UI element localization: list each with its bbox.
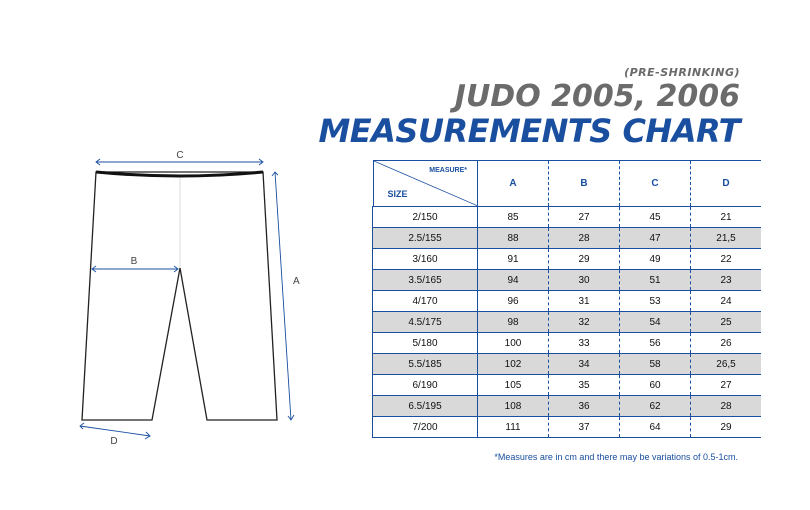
cell-c: 54 <box>620 312 691 333</box>
c-label: C <box>176 150 184 161</box>
cell-a: 105 <box>478 375 549 396</box>
cell-d: 24 <box>691 291 762 312</box>
size-cell: 2/150 <box>373 207 478 228</box>
cell-c: 45 <box>620 207 691 228</box>
cell-c: 56 <box>620 333 691 354</box>
cell-b: 30 <box>549 270 620 291</box>
table-row <box>373 312 762 333</box>
header-corner-cell <box>373 161 478 207</box>
cell-a: 96 <box>478 291 549 312</box>
title-line-2: MEASUREMENTS CHART <box>318 112 740 150</box>
cell-b: 31 <box>549 291 620 312</box>
cell-d: 21 <box>691 207 762 228</box>
cell-a: 98 <box>478 312 549 333</box>
cell-c: 53 <box>620 291 691 312</box>
cell-b: 37 <box>549 417 620 438</box>
cell-d: 28 <box>691 396 762 417</box>
cell-a: 91 <box>478 249 549 270</box>
cell-d: 22 <box>691 249 762 270</box>
cell-c: 49 <box>620 249 691 270</box>
size-cell: 2.5/155 <box>373 228 478 249</box>
table-row <box>373 207 762 228</box>
size-cell: 5.5/185 <box>373 354 478 375</box>
cell-c: 47 <box>620 228 691 249</box>
cell-a: 102 <box>478 354 549 375</box>
size-cell: 3.5/165 <box>373 270 478 291</box>
pre-shrinking-label: (PRE-SHRINKING) <box>624 66 740 79</box>
cell-d: 29 <box>691 417 762 438</box>
table-row <box>373 417 762 438</box>
table-row <box>373 270 762 291</box>
cell-c: 51 <box>620 270 691 291</box>
cell-d: 26 <box>691 333 762 354</box>
cell-b: 33 <box>549 333 620 354</box>
cell-b: 35 <box>549 375 620 396</box>
cell-b: 29 <box>549 249 620 270</box>
header <box>318 66 740 149</box>
cell-a: 108 <box>478 396 549 417</box>
size-cell: 6/190 <box>373 375 478 396</box>
cell-d: 27 <box>691 375 762 396</box>
table-row <box>373 228 762 249</box>
table-row <box>373 354 762 375</box>
b-label: B <box>130 256 138 267</box>
cell-c: 62 <box>620 396 691 417</box>
cell-a: 100 <box>478 333 549 354</box>
cell-d: 25 <box>691 312 762 333</box>
table-row <box>373 249 762 270</box>
cell-b: 28 <box>549 228 620 249</box>
cell-b: 32 <box>549 312 620 333</box>
size-cell: 7/200 <box>373 417 478 438</box>
col-header-b: B <box>549 161 620 207</box>
size-cell: 3/160 <box>373 249 478 270</box>
table-header-row <box>373 161 762 207</box>
cell-b: 36 <box>549 396 620 417</box>
measure-label: MEASURE* <box>429 167 467 174</box>
table-row <box>373 375 762 396</box>
cell-b: 27 <box>549 207 620 228</box>
table-row <box>373 396 762 417</box>
cell-d: 26,5 <box>691 354 762 375</box>
cell-a: 94 <box>478 270 549 291</box>
cell-c: 60 <box>620 375 691 396</box>
footnote: *Measures are in cm and there may be variations of 0.5-1cm. <box>494 452 738 462</box>
cell-a: 85 <box>478 207 549 228</box>
title-line-1: JUDO 2005, 2006 <box>454 79 740 114</box>
cell-a: 111 <box>478 417 549 438</box>
pants-diagram <box>0 0 370 510</box>
size-cell: 5/180 <box>373 333 478 354</box>
col-header-a: A <box>478 161 549 207</box>
cell-a: 88 <box>478 228 549 249</box>
size-cell: 4.5/175 <box>373 312 478 333</box>
cell-d: 21,5 <box>691 228 762 249</box>
measurements-table <box>372 160 761 438</box>
cell-d: 23 <box>691 270 762 291</box>
cell-b: 34 <box>549 354 620 375</box>
cell-c: 64 <box>620 417 691 438</box>
size-label: SIZE <box>387 189 408 199</box>
size-cell: 6.5/195 <box>373 396 478 417</box>
cell-c: 58 <box>620 354 691 375</box>
a-label: A <box>293 276 300 287</box>
d-label: D <box>110 436 118 447</box>
col-header-c: C <box>620 161 691 207</box>
size-cell: 4/170 <box>373 291 478 312</box>
table-row <box>373 291 762 312</box>
table-row <box>373 333 762 354</box>
col-header-d: D <box>691 161 762 207</box>
